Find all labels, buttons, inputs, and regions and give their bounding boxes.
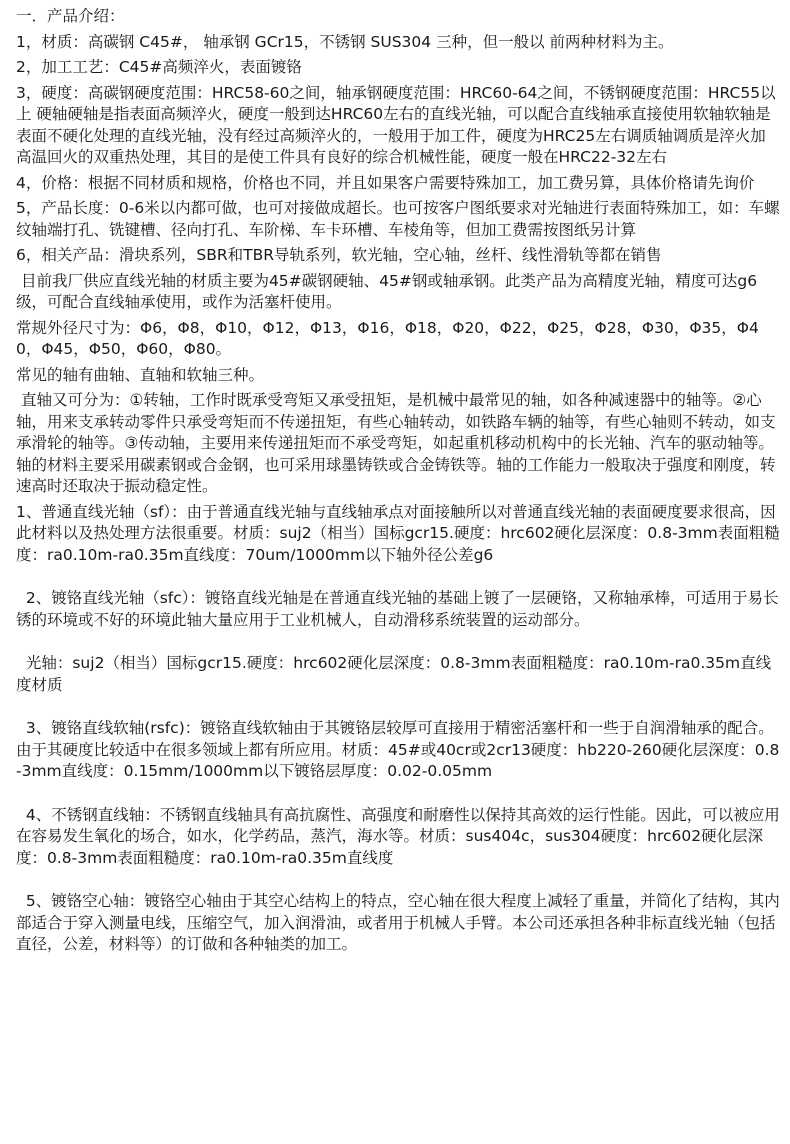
paragraph-stainless-shaft: 4、不锈钢直线轴：不锈钢直线轴具有高抗腐性、高强度和耐磨性以保持其高效的运行性能。因此，可以被应用在容易发生氧化的场合，如水，化学药品，蒸汽，海水等。材质：sus404c，sus304硬度：hrc602硬化层深度：0.8-3mm表面粗糙度：ra0.10m-ra0.35m直线度 xyxy=(16,805,780,867)
paragraph-sf-shaft: 1、普通直线光轴（sf）：由于普通直线光轴与直线轴承点对面接触所以对普通直线光轴的表面硬度要求很高，因此材料以及热处理方法很重要。材质：suj2（相当）国标gcr15.硬度：hrc602硬化层深度：0.8-3mm表面粗糙度：ra0.10m-ra0.35m直线度：70um/1000mm以下轴外径公差g6 xyxy=(16,502,780,564)
paragraph-related-products: 6，相关产品：滑块系列，SBR和TBR导轨系列，软光轴，空心轴，丝杆、线性滑轨等都在销售 xyxy=(16,246,662,264)
paragraph-current-supply: 目前我厂供应直线光轴的材质主要为45#碳钢硬轴、45#钢或轴承钢。此类产品为高精度光轴，精度可达g6级，可配合直线轴承使用，或作为活塞杆使用。 xyxy=(16,271,758,311)
paragraph-material: 1，材质：高碳钢 C45#， 轴承钢 GCr15，不锈钢 SUS304 三种，但一般以 前两种材料为主。 xyxy=(16,32,674,51)
section-title: 一．产品介绍： xyxy=(16,7,125,25)
document-body xyxy=(16,6,780,960)
paragraph-shaft-types: 常见的轴有曲轴、直轴和软轴三种。 xyxy=(16,365,265,384)
paragraph-hardness: 3，硬度：高碳钢硬度范围：HRC58-60之间，轴承钢硬度范围：HRC60-64之间，不锈钢硬度范围：HRC55以上 硬轴硬轴是指表面高频淬火，硬度一般到达HRC60左右的直线光轴，可以配合直线轴承直接使用软轴软轴是表面不硬化处理的直线光轴，没有经过高频淬火的，一般用于加工件，硬度为HRC25左右调质轴调质是淬火加高温回火的双重热处理，其目的是使工件具有良好的综合机械性能，硬度一般在HRC22-32左右 xyxy=(16,83,776,166)
paragraph-process: 2，加工工艺：C45#高频淬火，表面镀铬 xyxy=(16,58,302,76)
paragraph-diameters: 常规外径尺寸为：Φ6，Φ8，Φ10，Φ12，Φ13，Φ16，Φ18，Φ20，Φ22，Φ25，Φ28，Φ30，Φ35，Φ40，Φ45，Φ50，Φ60，Φ80。 xyxy=(16,318,759,358)
paragraph-length: 5，产品长度：0-6米以内都可做，也可对接做成超长。也可按客户图纸要求对光轴进行表面特殊加工，如：车螺纹轴端打孔、铣键槽、径向打孔、车阶梯、车卡环槽、车棱角等，但加工费需按图纸另计算 xyxy=(16,199,780,239)
paragraph-sfc-shaft: 2、镀铬直线光轴（sfc）：镀铬直线光轴是在普通直线光轴的基础上镀了一层硬铬，又称轴承棒，可适用于易长锈的环境或不好的环境此轴大量应用于工业机械人，自动滑移系统装置的运动部分。 xyxy=(16,589,779,629)
paragraph-rsfc-shaft: 3、镀铬直线软轴(rsfc)：镀铬直线软轴由于其镀铬层较厚可直接用于精密活塞杆和一些于自润滑轴承的配合。由于其硬度比较适中在很多领域上都有所应用。材质：45#或40cr或2cr13硬度：hb220-260硬化层深度：0.8-3mm直线度：0.15mm/1000mm以下镀铬层厚度：0.02-0.05mm xyxy=(16,719,780,780)
paragraph-price: 4，价格：根据不同材质和规格，价格也不同，并且如果客户需要特殊加工，加工费另算，具体价格请先询价 xyxy=(16,173,755,192)
paragraph-straight-shafts: 直轴又可分为：①转轴，工作时既承受弯矩又承受扭矩，是机械中最常见的轴，如各种减速器中的轴等。②心轴，用来支承转动零件只承受弯矩而不传递扭矩，有些心轴转动，如铁路车辆的轴等，有些心轴则不转动，如支承滑轮的轴等。③传动轴，主要用来传递扭矩而不承受弯矩，如起重机移动机构中的长光轴、汽车的驱动轴等。轴的材料主要采用碳素钢或合金钢，也可采用球墨铸铁或合金铸铁等。轴的工作能力一般取决于强度和刚度，转速高时还取决于振动稳定性。 xyxy=(16,391,776,495)
paragraph-sfc-spec: 光轴：suj2（相当）国标gcr15.硬度：hrc602硬化层深度：0.8-3mm表面粗糙度：ra0.10m-ra0.35m直线度材质 xyxy=(16,654,772,694)
paragraph-hollow-shaft: 5、镀铬空心轴：镀铬空心轴由于其空心结构上的特点，空心轴在很大程度上减轻了重量，并简化了结构，其内部适合于穿入测量电线，压缩空气，加入润滑油，或者用于机械人手臂。本公司还承担各种非标直线光轴（包括直径，公差，材料等）的订做和各种轴类的加工。 xyxy=(16,892,780,953)
